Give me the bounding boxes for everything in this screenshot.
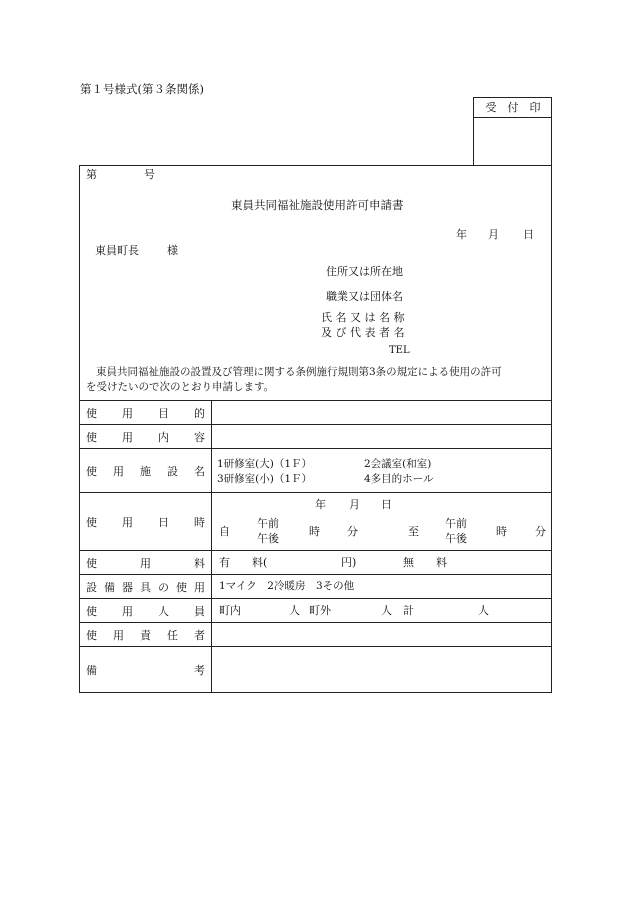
stamp-label: 受 付 印 — [485, 101, 541, 114]
fee-yen: 円) — [341, 556, 357, 569]
people-total-unit: 人 — [478, 604, 489, 617]
dt-from-hour: 時 — [309, 525, 320, 538]
number-prefix: 第 — [86, 168, 97, 181]
date-month: 月 — [488, 228, 499, 241]
address-label: 住所又は所在地 — [326, 265, 403, 278]
label-manager: 使 用 責 任 者 — [86, 628, 205, 642]
stamp-divider — [473, 117, 552, 118]
statement-line-1: 東員共同福祉施設の設置及び管理に関する条例施行規則第3条の規定による使用の許可 — [96, 366, 502, 378]
label-equipment: 設 備 器 具 の 使 用 — [86, 580, 205, 594]
label-content: 使 用 内 容 — [86, 430, 205, 444]
label-fee: 使 用 料 — [86, 556, 205, 570]
facility-option-1[interactable]: 1研修室(大)（1Ｆ） — [217, 458, 313, 470]
people-outside-unit: 人 — [381, 604, 392, 617]
dt-to: 至 — [408, 525, 419, 538]
form-number: 第１号様式(第３条関係) — [80, 82, 204, 96]
dt-year: 年 — [315, 498, 326, 511]
label-people: 使 用 人 員 — [86, 604, 205, 618]
people-total: 計 — [403, 604, 414, 617]
label-remarks: 備 考 — [86, 664, 205, 677]
dt-from-pm[interactable]: 午後 — [257, 532, 279, 545]
people-outside: 町外 — [309, 604, 331, 617]
honorific: 様 — [167, 244, 178, 257]
date-day: 日 — [523, 228, 534, 241]
dt-to-minute: 分 — [535, 525, 546, 538]
fee-paid[interactable]: 有 料( — [219, 556, 268, 569]
purpose-field[interactable] — [212, 401, 551, 424]
dt-month: 月 — [349, 498, 360, 511]
people-inside-unit: 人 — [289, 604, 300, 617]
remarks-field[interactable] — [212, 647, 551, 693]
equipment-options[interactable]: 1マイク 2冷暖房 3その他 — [219, 580, 355, 592]
manager-field[interactable] — [212, 623, 551, 646]
facility-option-4[interactable]: 4多目的ホール — [364, 473, 434, 485]
content-field[interactable] — [212, 425, 551, 448]
occupation-label: 職業又は団体名 — [326, 290, 403, 303]
statement-line-2: を受けたいので次のとおり申請します。 — [86, 381, 275, 393]
date-year: 年 — [456, 228, 467, 241]
number-suffix: 号 — [144, 168, 155, 181]
name-label-1: 氏 名 又 は 名 称 — [321, 311, 405, 324]
tel-label: TEL — [389, 345, 410, 356]
facility-option-3[interactable]: 3研修室(小)（1Ｆ） — [217, 473, 313, 485]
name-label-2: 及 び 代 表 者 名 — [321, 326, 405, 339]
label-datetime: 使 用 日 時 — [86, 515, 205, 529]
people-inside: 町内 — [219, 604, 241, 617]
label-facility: 使 用 施 設 名 — [86, 464, 205, 478]
dt-day: 日 — [381, 498, 392, 511]
addressee: 東員町長 — [95, 244, 139, 257]
label-purpose: 使 用 目 的 — [86, 406, 205, 420]
facility-option-2[interactable]: 2会議室(和室) — [364, 458, 432, 470]
dt-to-hour: 時 — [496, 525, 507, 538]
dt-from-am[interactable]: 午前 — [257, 517, 279, 530]
dt-from: 自 — [219, 525, 230, 538]
dt-to-am[interactable]: 午前 — [445, 517, 467, 530]
form-title: 東員共同福祉施設使用許可申請書 — [231, 198, 404, 212]
fee-free[interactable]: 無 料 — [403, 556, 447, 569]
dt-from-minute: 分 — [347, 525, 358, 538]
dt-to-pm[interactable]: 午後 — [445, 532, 467, 545]
